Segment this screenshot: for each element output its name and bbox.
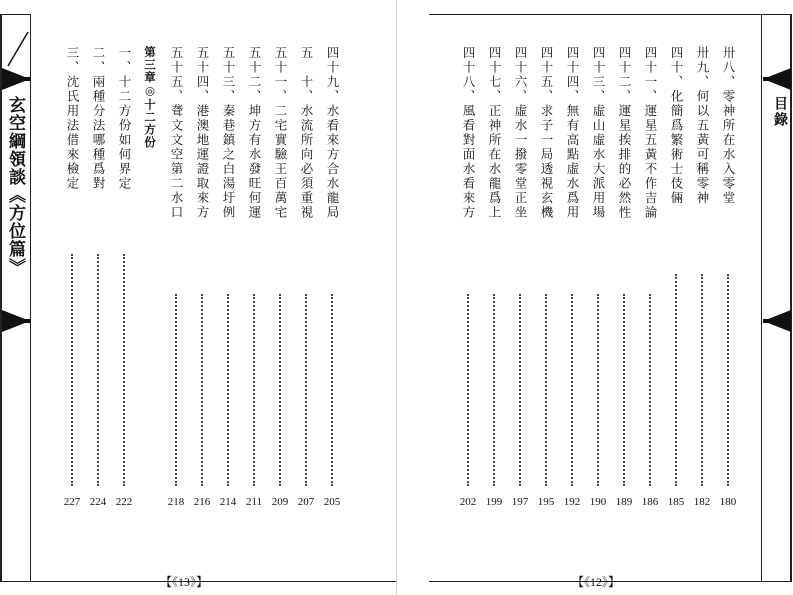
toc-entry [563, 46, 581, 516]
toc-entry-title: 四十六、虛水一撥零堂正坐 [513, 46, 528, 220]
toc-leader-dots [97, 254, 101, 486]
toc-entry-title: 五十三、秦巷鎮之白湯圩例 [221, 46, 236, 220]
left-strip-bottom-line [0, 581, 30, 582]
toc-entry [511, 46, 529, 516]
toc-leader-dots [571, 294, 575, 486]
toc-entry-title: 五十五、聋文文空第二水口 [169, 46, 184, 220]
toc-entry-title: 四十三、虛山虛水大派用場 [591, 46, 606, 220]
toc-entry-title: 五十四、港澳地運證取來方 [195, 46, 210, 220]
toc-page-number: 180 [719, 496, 737, 508]
toc-page-number: 222 [115, 496, 133, 508]
toc-entry-title: 五十一、二宅實驗王百萬宅 [273, 46, 288, 220]
toc-leader-dots [227, 294, 231, 486]
toc-page-number: 199 [485, 496, 503, 508]
toc-entry [245, 46, 263, 516]
left-page-number: 【《13》】 [160, 575, 209, 589]
toc-entry [297, 46, 315, 516]
toc-page-number: 209 [271, 496, 289, 508]
toc-entry-title: 四十九、水看來方合水龍局 [325, 46, 340, 220]
toc-leader-dots [545, 294, 549, 486]
toc-page-number: 202 [459, 496, 477, 508]
left-strip-border [30, 14, 31, 581]
toc-entry [485, 46, 503, 516]
left-bottom-rule [30, 581, 396, 582]
toc-entry [719, 46, 737, 516]
toc-entry [271, 46, 289, 516]
toc-leader-dots [279, 294, 283, 486]
toc-entry-title: 四十一、運星五黃不作吉論 [643, 46, 658, 220]
toc-page-number: 227 [63, 496, 81, 508]
toc-entry-title: 二、兩種分法哪種爲對 [91, 46, 106, 191]
right-strip-border [761, 14, 762, 581]
toc-entry-title: 一、十二方份如何界定 [117, 46, 132, 191]
toc-leader-dots [597, 294, 601, 486]
toc-entry [459, 46, 477, 516]
toc-page-number: 216 [193, 496, 211, 508]
toc-entry [323, 46, 341, 516]
toc-leader-dots [467, 294, 471, 486]
left-bottom-chevron-icon [2, 310, 30, 332]
left-strip-top-line [0, 14, 30, 15]
section-title: 目錄 [772, 96, 788, 128]
toc-leader-dots [71, 254, 75, 486]
toc-leader-dots [175, 294, 179, 486]
toc-page-number: 224 [89, 496, 107, 508]
toc-entry-title: 卅九、何以五黃可稱零神 [695, 46, 710, 206]
left-outer-border [0, 14, 2, 581]
toc-entry [589, 46, 607, 516]
toc-entry [89, 46, 107, 516]
right-strip-bottom-line [761, 581, 792, 582]
toc-entry-title: 卅八、零神所在水入零堂 [721, 46, 736, 206]
toc-page-number: 211 [245, 496, 263, 508]
toc-leader-dots [331, 294, 335, 486]
toc-page-number: 214 [219, 496, 237, 508]
toc-entry-title: 四十二、運星挨排的必然性 [617, 46, 632, 220]
right-outer-border [790, 14, 792, 581]
toc-page-number: 195 [537, 496, 555, 508]
toc-entry-title: 四十四、無有高點虛水爲用 [565, 46, 580, 220]
toc-entry [63, 46, 81, 516]
toc-leader-dots [201, 294, 205, 486]
toc-entry-title: 三、沈氏用法借來檢定 [65, 46, 80, 191]
toc-leader-dots [701, 274, 705, 486]
toc-leader-dots [305, 294, 309, 486]
toc-entry-title: 四十、化簡爲繁術士伎倆 [669, 46, 684, 206]
toc-entry [219, 46, 237, 516]
toc-entry [641, 46, 659, 516]
toc-page-number: 197 [511, 496, 529, 508]
right-page-number: 【《12》】 [572, 575, 621, 589]
toc-leader-dots [123, 254, 127, 486]
toc-page-number: 189 [615, 496, 633, 508]
toc-entry-title: 五十二、坤方有水發旺何運 [247, 46, 262, 220]
right-top-chevron-icon [763, 68, 791, 90]
toc-leader-dots [623, 294, 627, 486]
toc-page-number: 218 [167, 496, 185, 508]
chapter-title: 第三章◎十二方份 [143, 46, 157, 149]
toc-entry [615, 46, 633, 516]
toc-page-number: 207 [297, 496, 315, 508]
toc-leader-dots [649, 294, 653, 486]
toc-entry [667, 46, 685, 516]
toc-page-number: 186 [641, 496, 659, 508]
chapter-heading [141, 46, 159, 516]
toc-entry [693, 46, 711, 516]
toc-entry [537, 46, 555, 516]
toc-entry [115, 46, 133, 516]
left-top-chevron-icon [2, 68, 30, 90]
toc-leader-dots [519, 294, 523, 486]
toc-leader-dots [253, 294, 257, 486]
toc-page-number: 185 [667, 496, 685, 508]
toc-page-number: 192 [563, 496, 581, 508]
toc-entry [167, 46, 185, 516]
book-title: 玄空綱領談《方位篇》 [5, 96, 25, 276]
toc-entry-title: 四十五、求子一局透視玄機 [539, 46, 554, 220]
toc-leader-dots [493, 294, 497, 486]
right-page [397, 0, 793, 595]
toc-leader-dots [727, 274, 731, 486]
toc-leader-dots [675, 274, 679, 486]
toc-entry [193, 46, 211, 516]
toc-page-number: 182 [693, 496, 711, 508]
toc-page-number: 190 [589, 496, 607, 508]
left-corner-stroke-icon [6, 30, 30, 70]
toc-page-number: 205 [323, 496, 341, 508]
left-page [0, 0, 396, 595]
right-top-rule [429, 14, 761, 15]
toc-entry-title: 四十八、風看對面水看來方 [461, 46, 476, 220]
right-strip-top-line [761, 14, 792, 15]
toc-entry-title: 五 十、水流所向必須重視 [299, 46, 314, 220]
right-bottom-chevron-icon [763, 310, 791, 332]
toc-entry-title: 四十七、正神所在水龍爲上 [487, 46, 502, 220]
